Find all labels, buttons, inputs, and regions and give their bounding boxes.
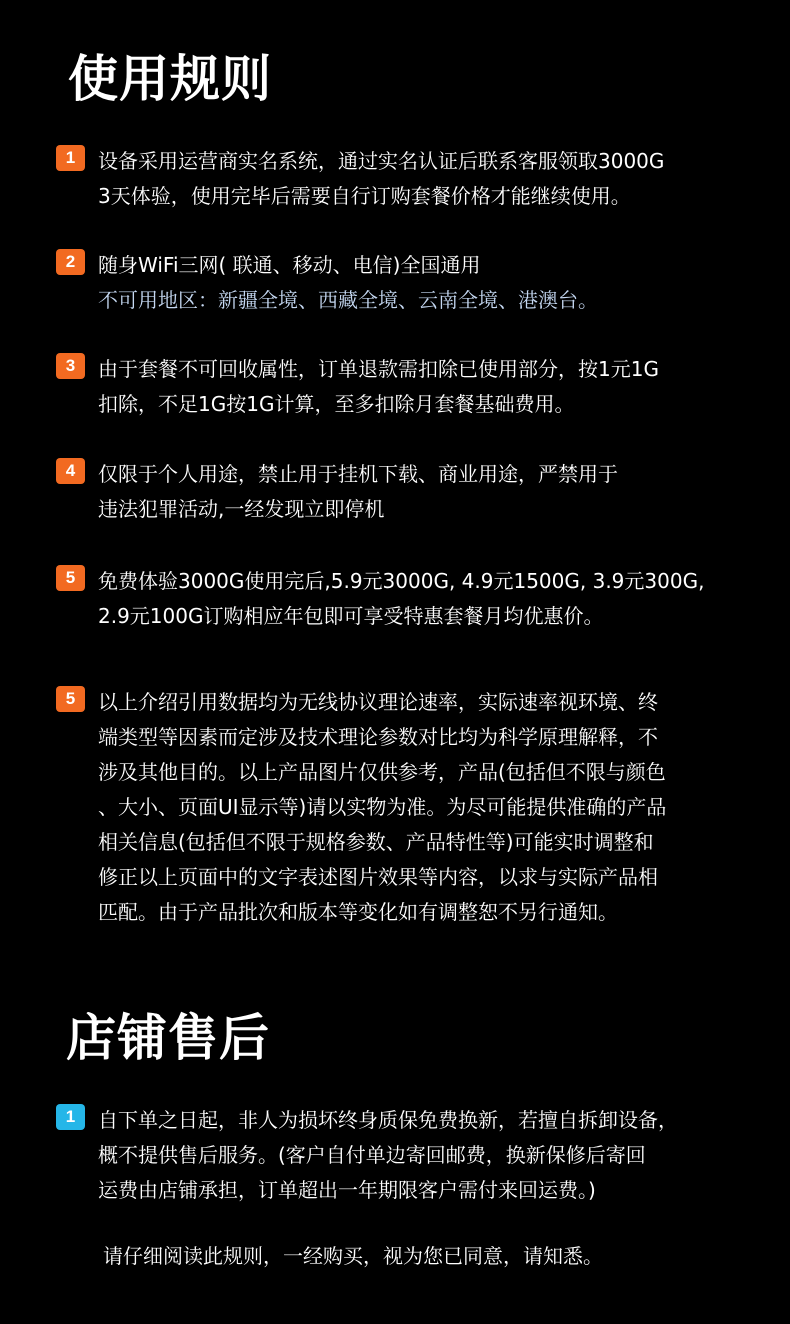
after-sales-line: 概不提供售后服务。(客户自付单边寄回邮费，换新保修后寄回	[98, 1143, 646, 1167]
rule-line: 由于套餐不可回收属性，订单退款需扣除已使用部分，按1元1G	[98, 357, 659, 381]
rule-text	[98, 144, 778, 214]
after-sales-text	[98, 1103, 778, 1208]
after-sales-number-badge: 1	[56, 1104, 85, 1130]
rule-number-badge: 2	[56, 249, 85, 275]
rule-line: 相关信息(包括但不限于规格参数、产品特性等)可能实时调整和	[98, 830, 654, 854]
rule-number-badge: 4	[56, 458, 85, 484]
rule-line: 设备采用运营商实名系统，通过实名认证后联系客服领取3000G	[98, 149, 665, 173]
after-sales-line: 自下单之日起，非人为损坏终身质保免费换新，若擅自拆卸设备，	[98, 1108, 678, 1132]
rule-text	[98, 352, 778, 422]
after-sales-title: 店铺售后	[66, 1009, 270, 1067]
rule-number-badge: 5	[56, 686, 85, 712]
rule-line: 匹配。由于产品批次和版本等变化如有调整恕不另行通知。	[98, 900, 618, 924]
rule-text	[98, 248, 778, 318]
rules-title: 使用规则	[68, 50, 272, 108]
rule-text	[98, 564, 778, 634]
rule-line: 2.9元100G订购相应年包即可享受特惠套餐月均优惠价。	[98, 604, 604, 628]
rule-line: 扣除，不足1G按1G计算，至多扣除月套餐基础费用。	[98, 392, 575, 416]
rule-number-badge: 1	[56, 145, 85, 171]
rule-line: 3天体验，使用完毕后需要自行订购套餐价格才能继续使用。	[98, 184, 631, 208]
rule-text	[98, 457, 778, 527]
rule-line: 违法犯罪活动,一经发现立即停机	[98, 497, 385, 521]
footer-note: 请仔细阅读此规则，一经购买，视为您已同意，请知悉。	[103, 1244, 603, 1268]
rule-number-badge: 3	[56, 353, 85, 379]
rule-line: 免费体验3000G使用完后,5.9元3000G, 4.9元1500G, 3.9元300G,	[98, 569, 705, 593]
rule-line: 端类型等因素而定涉及技术理论参数对比均为科学原理解释，不	[98, 725, 658, 749]
rule-line: 修正以上页面中的文字表述图片效果等内容，以求与实际产品相	[98, 865, 658, 889]
rule-line: 仅限于个人用途，禁止用于挂机下载、商业用途，严禁用于	[98, 462, 618, 486]
rule-line: 涉及其他目的。以上产品图片仅供参考，产品(包括但不限与颜色	[98, 760, 666, 784]
rule-line: 以上介绍引用数据均为无线协议理论速率，实际速率视环境、终	[98, 690, 658, 714]
rule-line: 、大小、页面UI显示等)请以实物为准。为尽可能提供准确的产品	[98, 795, 667, 819]
unavailable-regions-line: 不可用地区：新疆全境、西藏全境、云南全境、港澳台。	[98, 288, 598, 312]
after-sales-line: 运费由店铺承担，订单超出一年期限客户需付来回运费。)	[98, 1178, 596, 1202]
rule-text	[98, 685, 778, 930]
rule-line: 随身WiFi三网( 联通、移动、电信)全国通用	[98, 253, 481, 277]
rule-number-badge: 5	[56, 565, 85, 591]
